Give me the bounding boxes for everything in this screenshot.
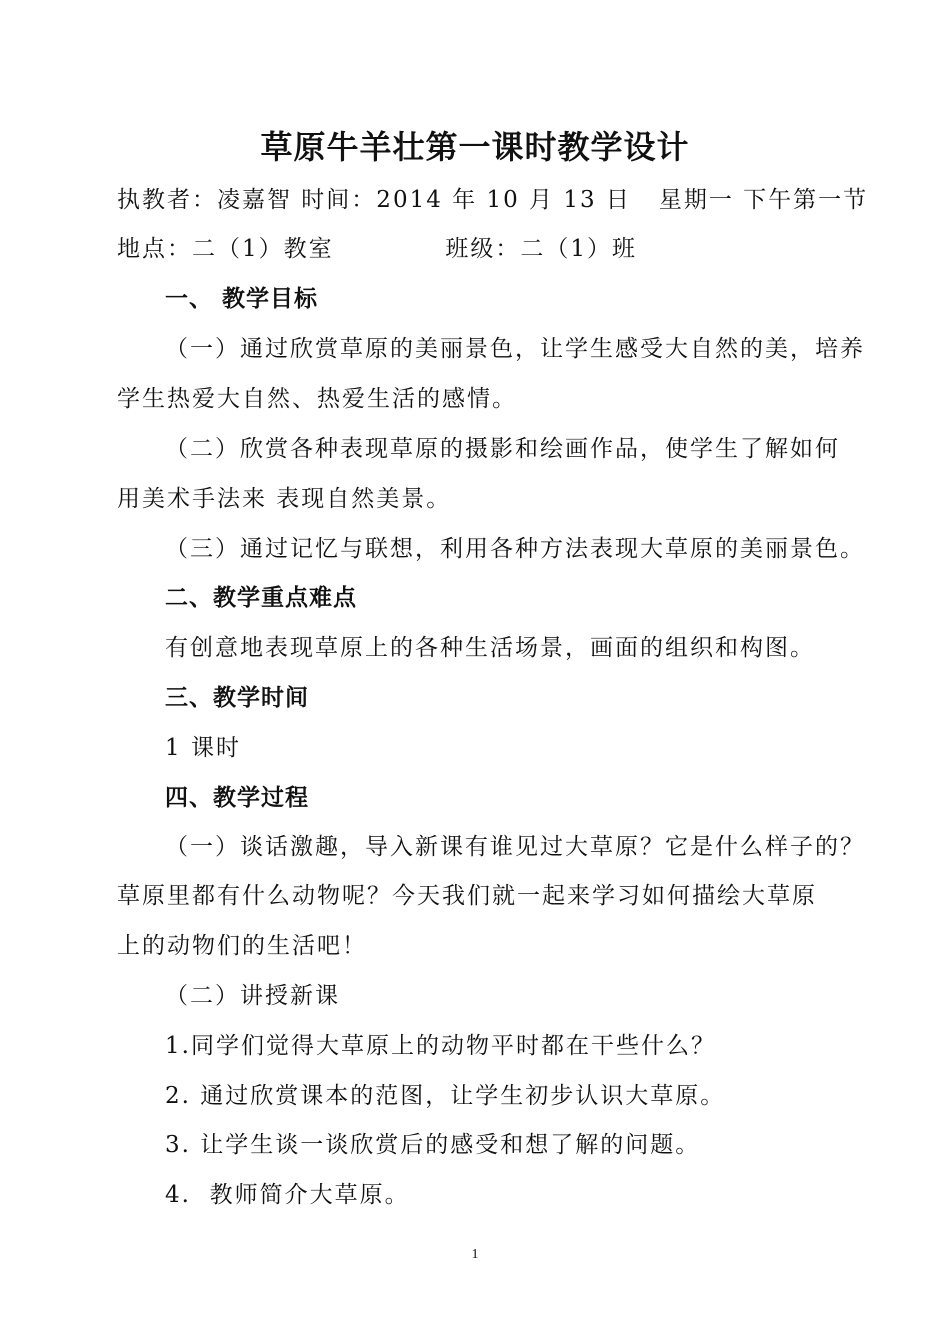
process-item-1: 1.同学们觉得大草原上的动物平时都在干些什么？: [165, 1033, 716, 1059]
goal-2-line-b: 用美术手法来 表现自然美景。: [117, 486, 452, 512]
process-1-line-a: （一）谈话激趣，导入新课有谁见过大草原？它是什么样子的？: [165, 834, 865, 860]
process-2-heading: （二）讲授新课: [165, 983, 340, 1009]
key-points-text: 有创意地表现草原上的各种生活场景，画面的组织和构图。: [165, 635, 815, 661]
goal-3-line: （三）通过记忆与联想，利用各种方法表现大草原的美丽景色。: [165, 536, 865, 562]
document-title: 草原牛羊壮第一课时教学设计: [260, 128, 690, 166]
section-heading-goals: 一、 教学目标: [165, 286, 319, 312]
time-text: 1 课时: [165, 735, 241, 761]
goal-2-line-a: （二）欣赏各种表现草原的摄影和绘画作品，使学生了解如何: [165, 436, 840, 462]
process-1-line-c: 上的动物们的生活吧！: [117, 933, 367, 959]
goal-1-line-b: 学生热爱大自然、热爱生活的感情。: [117, 386, 517, 412]
section-heading-process: 四、教学过程: [165, 785, 309, 811]
section-heading-time: 三、教学时间: [165, 685, 309, 711]
place-class-line: 地点：二（1）教室 班级：二（1）班: [117, 236, 637, 262]
process-item-3: 3. 让学生谈一谈欣赏后的感受和想了解的问题。: [165, 1132, 701, 1158]
process-item-2: 2. 通过欣赏课本的范图，让学生初步认识大草原。: [165, 1083, 726, 1109]
section-heading-key-points: 二、教学重点难点: [165, 585, 357, 611]
teacher-time-line: 执教者：凌嘉智 时间：2014 年 10 月 13 日 星期一 下午第一节: [117, 187, 869, 213]
page-number: 1: [471, 1247, 479, 1262]
goal-1-line-a: （一）通过欣赏草原的美丽景色，让学生感受大自然的美，培养: [165, 336, 865, 362]
process-1-line-b: 草原里都有什么动物呢？今天我们就一起来学习如何描绘大草原: [117, 883, 817, 909]
process-item-4: 4. 教师简介大草原。: [165, 1182, 410, 1208]
